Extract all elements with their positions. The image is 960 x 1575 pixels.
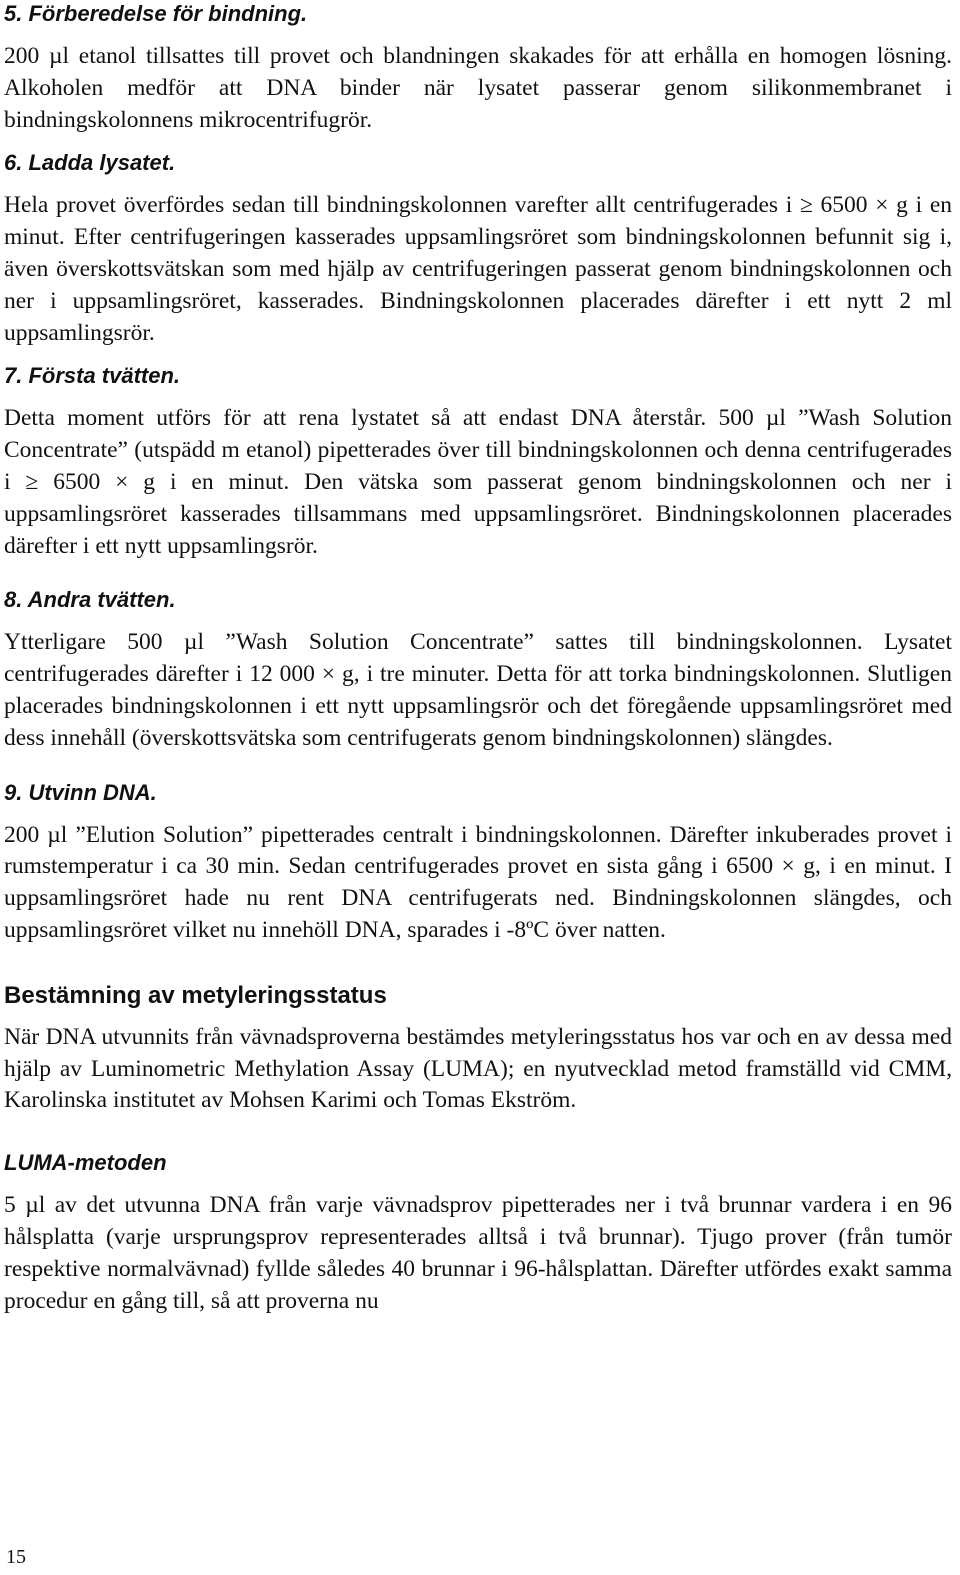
section-8 — [4, 586, 952, 754]
section-9 — [4, 779, 952, 947]
section-heading: 5. Förberedelse för bindning. — [4, 1, 308, 26]
section-6 — [4, 149, 952, 349]
methylation-heading: Bestämning av metyleringsstatus — [4, 981, 387, 1009]
section-7 — [4, 362, 952, 562]
luma-paragraph: 5 µl av det utvunna DNA från varje vävnadsprov pipetterades ner i två brunnar vardera i en 96 hålsplatta (varje ursprungsprov representerades alltså i två brunnar). Tjugo prover (från tumör respektive normalvävnad) fyllde således 40 brunnar i 96-hålsplattan. Därefter utfördes exakt samma procedur en gång till, så att proverna nu — [4, 1192, 952, 1314]
section-paragraph: 200 µl etanol tillsattes till provet och blandningen skakades för att erhålla en homogen lösning. Alkoholen medför att DNA binder när lysatet passerar genom silikonmembranet i bindningskolonnens mikrocentrifugrör. — [4, 43, 952, 133]
methylation-paragraph: När DNA utvunnits från vävnadsproverna bestämdes metyleringsstatus hos var och en av dessa med hjälp av Luminometric Methylation Assay (LUMA); en nyutvecklad metod framställd vid CMM, Karolinska institutet av Mohsen Karimi och Tomas Ekström. — [4, 1023, 952, 1114]
section-paragraph: Ytterligare 500 µl ”Wash Solution Concentrate” sattes till bindningskolonnen. Lysatet centrifugerades därefter i 12 000 × g, i tre minuter. Detta för att torka bindningskolonnen. Slutligen placerades bindningskolonnen i ett nytt uppsamlingsrör och det föregående uppsamlingsröret med dess innehåll (överskottsvätska som centrifugerats genom bindningskolonnen) slängdes. — [4, 629, 952, 751]
methylation-section — [4, 981, 952, 1117]
luma-heading: LUMA-metoden — [4, 1150, 167, 1176]
section-heading: 8. Andra tvätten. — [4, 587, 176, 613]
section-5 — [4, 0, 952, 136]
luma-section — [4, 1149, 952, 1317]
section-heading: 9. Utvinn DNA. — [4, 779, 157, 805]
section-paragraph: Hela provet överfördes sedan till bindningskolonnen varefter allt centrifugerades i ≥ 6500 × g i en minut. Efter centrifugeringen kasserades uppsamlingsröret som bindningskolonnen befunnit sig i, även överskottsvätskan som med hjälp av centrifugeringen passerat genom bindningskolonnen och ner i uppsamlingsröret, kasserades. Bindningskolonnen placerades därefter i ett nytt 2 ml uppsamlingsrör. — [4, 192, 952, 346]
section-paragraph: Detta moment utförs för att rena lystatet så att endast DNA återstår. 500 µl ”Wash Solution Concentrate” (utspädd m etanol) pipetterades över till bindningskolonnen och denna centrifugerades i ≥ 6500 × g i en minut. Den vätska som passerat genom bindningskolonnen och ner i uppsamlingsröret kasserades tillsammans med uppsamlingsröret. Bindningskolonnen placerades därefter i ett nytt uppsamlingsrör. — [4, 405, 952, 559]
document-page — [4, 0, 952, 1317]
section-paragraph: 200 µl ”Elution Solution” pipetterades centralt i bindningskolonnen. Därefter inkuberades provet i rumstemperatur i ca 30 min. Sedan centrifugerades provet en sista gång i 6500 × g, i en minut. I uppsamlingsröret hade nu rent DNA centrifugerats ned. Bindningskolonnen slängdes, och uppsamlingsröret vilket nu innehöll DNA, sparades i -8ºC över natten. — [4, 821, 952, 943]
page-number: 15 — [6, 1546, 26, 1568]
section-heading: 6. Ladda lysatet. — [4, 150, 176, 176]
section-heading: 7. Första tvätten. — [4, 363, 181, 389]
